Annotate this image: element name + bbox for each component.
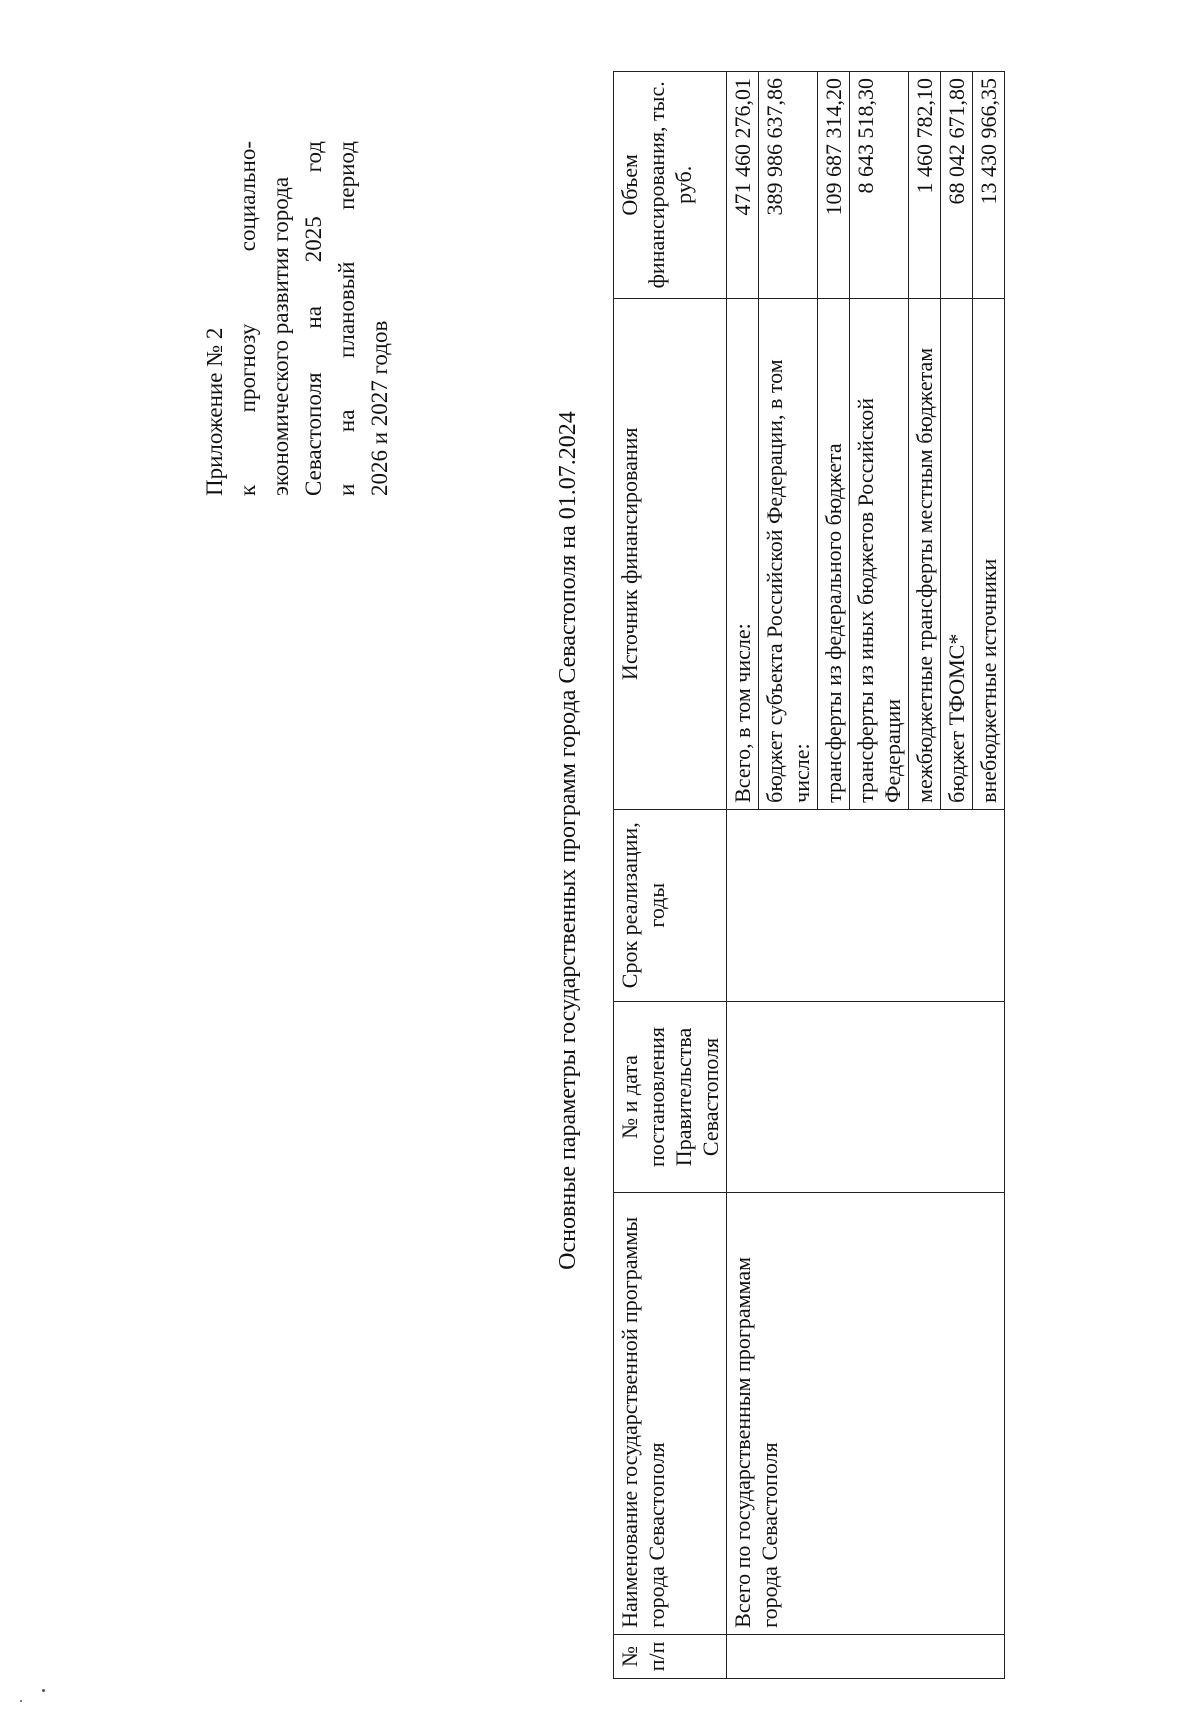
cell-source: межбюджетные трансферты местным бюджетам — [909, 298, 941, 809]
cell-amount: 13 430 966,35 — [973, 72, 1005, 299]
header-amount: Объем финансирования, тыс. руб. — [614, 72, 727, 299]
appendix-line: 2026 и 2027 годов — [367, 320, 392, 496]
header-number: № п/п — [614, 1634, 727, 1678]
table-row — [727, 72, 759, 1679]
cell-source: внебюджетные источники — [973, 298, 1005, 809]
appendix-heading: Приложение № 2 — [202, 327, 227, 496]
appendix-line: к прогнозу социально- — [235, 141, 260, 496]
header-decree: № и дата постановления Правительства Севастополя — [614, 1001, 727, 1193]
cell-source: бюджет субъекта Российской Федерации, в том числе: — [759, 298, 818, 809]
appendix-line: экономического развития города — [268, 176, 293, 496]
cell-number — [727, 1634, 1005, 1678]
cell-amount: 389 986 637,86 — [759, 72, 818, 299]
header-period: Срок реализации, годы — [614, 809, 727, 1001]
appendix-block — [198, 141, 396, 496]
cell-source: бюджет ТФОМС* — [941, 298, 973, 809]
document-title: Основные параметры государственных программ города Севастополя на 01.07.2024 — [555, 411, 581, 1270]
cell-program-name: Всего по государственным программам города Севастополя — [727, 1193, 1005, 1635]
header-program-name: Наименование государственной программы города Севастополя — [614, 1193, 727, 1635]
cell-period — [727, 809, 1005, 1001]
cell-decree — [727, 1001, 1005, 1193]
appendix-line: и на плановый период — [334, 141, 359, 496]
cell-amount: 8 643 518,30 — [850, 72, 909, 299]
cell-source: трансферты из иных бюджетов Российской Федерации — [850, 298, 909, 809]
cell-amount: 1 460 782,10 — [909, 72, 941, 299]
header-source: Источник финансирования — [614, 298, 727, 809]
cell-amount: 109 687 314,20 — [818, 72, 850, 299]
appendix-line: Севастополя на 2025 год — [301, 141, 326, 496]
table-header-row — [614, 72, 727, 1679]
cell-source: Всего, в том числе: — [727, 298, 759, 809]
cell-source: трансферты из федерального бюджета — [818, 298, 850, 809]
program-parameters-table — [613, 71, 1005, 1679]
cell-amount: 471 460 276,01 — [727, 72, 759, 299]
cell-amount: 68 042 671,80 — [941, 72, 973, 299]
